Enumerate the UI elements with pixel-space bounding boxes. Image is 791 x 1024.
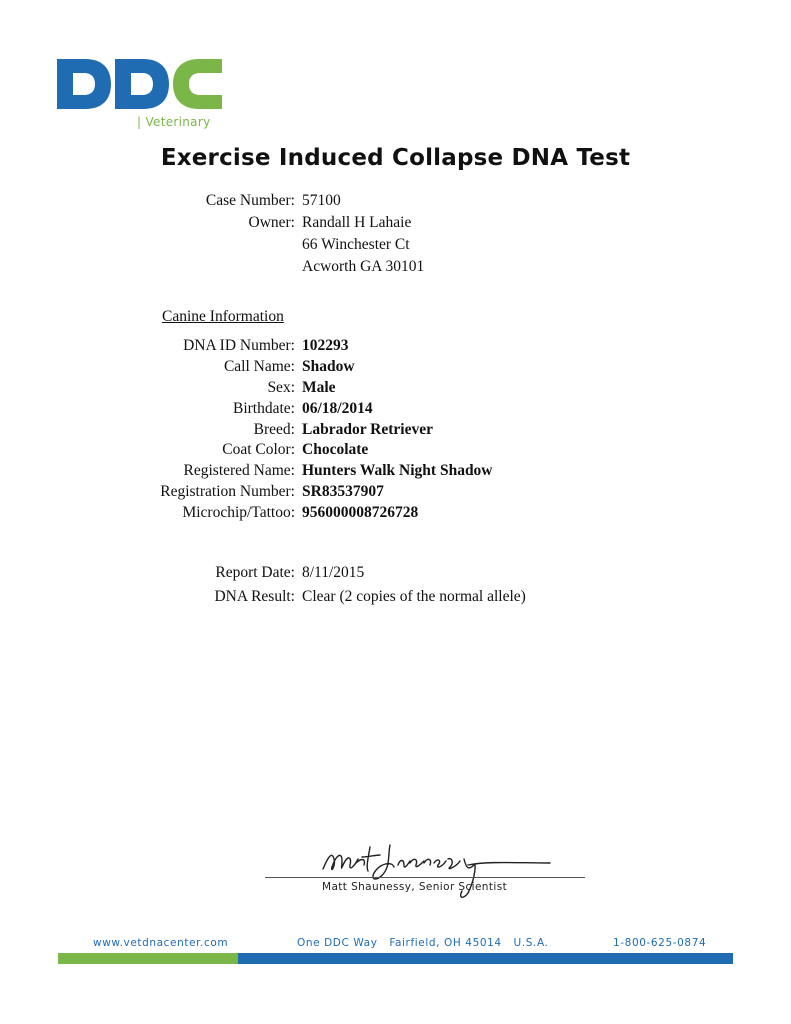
field-label: Registration Number:: [160, 483, 295, 500]
report-date-label: Report Date:: [215, 564, 295, 581]
footer-address: One DDC Way Fairfield, OH 45014 U.S.A.: [297, 937, 549, 949]
report-date-value: 8/11/2015: [302, 564, 365, 581]
microchip-value: 956000008726728: [302, 504, 419, 521]
registered-name-value: Hunters Walk Night Shadow: [302, 462, 493, 479]
field-label: Coat Color:: [222, 441, 295, 458]
sex-value: Male: [302, 379, 336, 396]
footer-phone: 1-800-625-0874: [613, 937, 707, 949]
owner-name: Randall H Lahaie: [302, 214, 412, 231]
logo-subtitle: | Veterinary: [137, 115, 211, 129]
signature-image: [318, 837, 558, 905]
field-label: Registered Name:: [183, 462, 295, 479]
coat-color-value: Chocolate: [302, 441, 369, 458]
case-number-value: 57100: [302, 192, 341, 209]
canine-info-heading: Canine Information: [162, 308, 284, 325]
case-number-label: Case Number:: [205, 192, 295, 209]
dna-result-value: Clear (2 copies of the normal allele): [302, 588, 526, 605]
field-label: Birthdate:: [233, 400, 295, 417]
owner-address-street: 66 Winchester Ct: [302, 236, 410, 253]
field-label: DNA ID Number:: [183, 337, 295, 354]
call-name-value: Shadow: [302, 358, 355, 375]
owner-label: Owner:: [248, 214, 295, 231]
signature-line: [265, 877, 585, 878]
field-label: Sex:: [267, 379, 295, 396]
dna-id-value: 102293: [302, 337, 349, 354]
owner-address-city: Acworth GA 30101: [302, 258, 425, 275]
field-label: Microchip/Tattoo:: [182, 504, 295, 521]
breed-value: Labrador Retriever: [302, 421, 433, 438]
field-label: Call Name:: [223, 358, 295, 375]
signatory-name: Matt Shaunessy, Senior Scientist: [322, 881, 508, 893]
registration-number-value: SR83537907: [302, 483, 384, 500]
footer-bar-blue: [238, 953, 733, 964]
dna-result-label: DNA Result:: [214, 588, 295, 605]
birthdate-value: 06/18/2014: [302, 400, 373, 417]
page-title: Exercise Induced Collapse DNA Test: [160, 145, 631, 171]
field-label: Breed:: [253, 421, 295, 438]
footer-website: www.vetdnacenter.com: [93, 937, 229, 949]
footer-bar-green: [58, 953, 238, 964]
